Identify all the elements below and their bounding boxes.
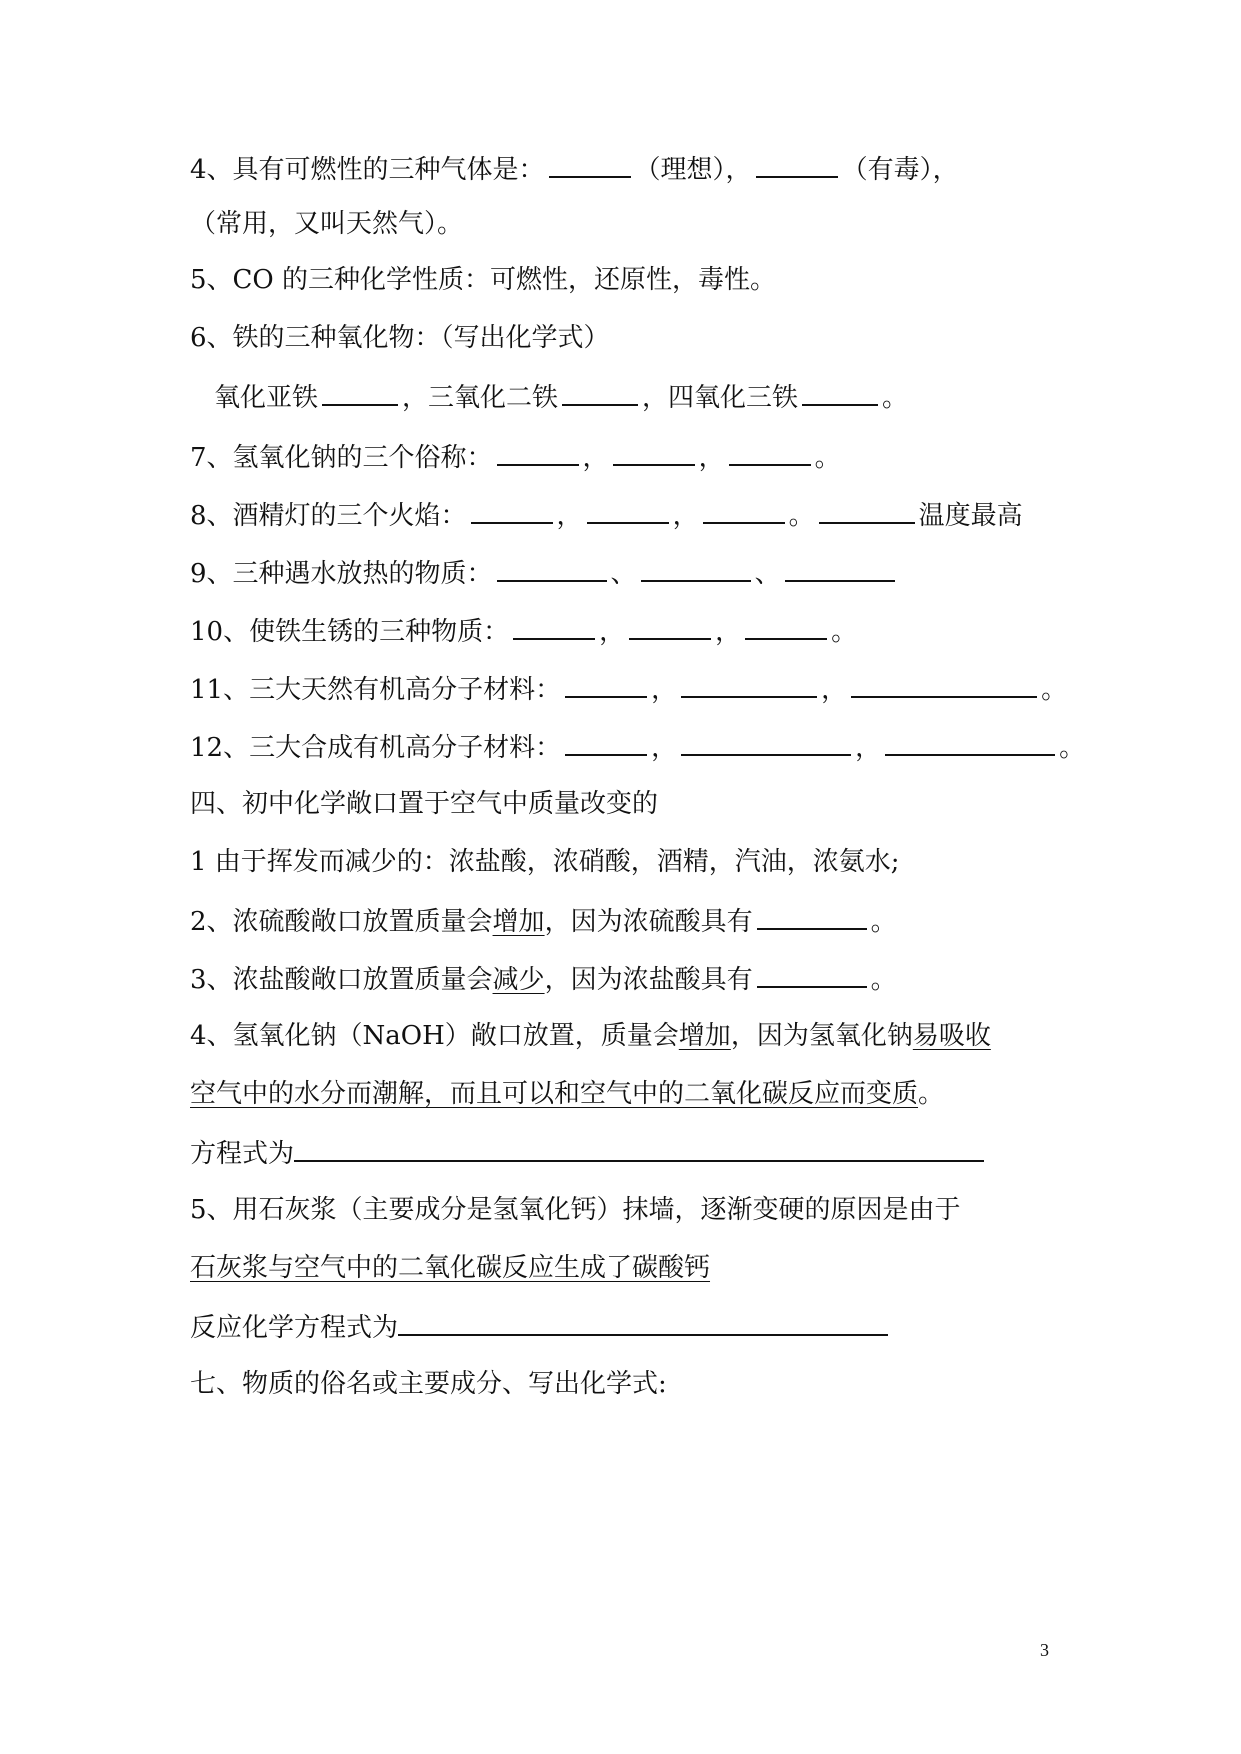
blank-field[interactable] [756,150,838,178]
page-number: 3 [1040,1640,1049,1660]
text: 、 [754,559,781,589]
text: 3、浓盐酸敞口放置质量会 [190,965,493,995]
blank-field[interactable] [497,554,607,582]
blank-field[interactable] [681,670,817,698]
text: ，四氧化三铁 [642,383,799,413]
text: 。 [831,617,858,647]
line-equation-1 [190,1134,988,1172]
text: 12、三大合成有机高分子材料： [190,733,562,763]
blank-field[interactable] [294,1134,984,1162]
text: ， [556,501,583,531]
blank-field[interactable] [497,438,579,466]
text: 。 [870,965,897,995]
text: ， [855,733,882,763]
underlined-text: 空气中的水分而潮解，而且可以和空气中的二氧化碳反应而变质 [190,1079,919,1109]
text: 。 [1041,675,1068,705]
blank-field[interactable] [785,554,895,582]
line-lamp-flames [190,496,1023,534]
line-naoh-names [190,438,841,476]
line-iron-oxide-names [214,378,908,416]
text: 11、三大天然有机高分子材料： [190,675,562,705]
blank-field[interactable] [513,612,595,640]
blank-field[interactable] [587,496,669,524]
text: （理想）， [634,155,752,185]
text: ， [672,501,699,531]
blank-field[interactable] [549,150,631,178]
underlined-text: 易吸收 [912,1021,991,1051]
text: 反应化学方程式为 [190,1313,399,1343]
text: 温度最高 [918,501,1023,531]
text: （有毒）， [841,155,959,185]
blank-field[interactable] [885,728,1055,756]
text: 2、浓硫酸敞口放置质量会 [190,907,493,937]
blank-field[interactable] [629,612,711,640]
text: 。 [814,443,841,473]
line-synthetic-polymers [190,728,1085,766]
text: （常用，又叫天然气）。 [190,209,464,239]
blank-field[interactable] [562,378,638,406]
blank-field[interactable] [802,378,878,406]
line-lime-plaster [190,1192,961,1228]
text: 。 [1059,733,1086,763]
section-heading-common-names [190,1366,667,1402]
blank-field[interactable] [565,670,647,698]
section-heading-mass-change [190,786,658,822]
text: ， [651,675,678,705]
text: ，三氧化二铁 [402,383,559,413]
text: 、 [610,559,637,589]
underlined-text: 增加 [492,907,545,937]
line-rust-substances [190,612,857,650]
text: ，因为浓硫酸具有 [544,907,753,937]
blank-field[interactable] [322,378,398,406]
line-lime-reason [190,1250,710,1286]
text: 方程式为 [190,1139,295,1169]
text: 10、使铁生锈的三种物质： [190,617,510,647]
line-co-properties [190,262,776,298]
underlined-text: 增加 [678,1021,731,1051]
text: ， [698,443,725,473]
text: ， [599,617,626,647]
text: ，因为浓盐酸具有 [544,965,753,995]
text: 5、用石灰浆（主要成分是氢氧化钙）抹墙，逐渐变硬的原因是由于 [190,1195,961,1225]
text: ，因为氢氧化钠 [730,1021,913,1051]
blank-field[interactable] [745,612,827,640]
blank-field[interactable] [729,438,811,466]
text: 。 [918,1079,945,1109]
line-exothermic-substances [190,554,899,592]
line-hydrochloric-acid [190,960,897,998]
text: 5、CO 的三种化学性质：可燃性，还原性，毒性。 [190,265,777,295]
blank-field[interactable] [757,902,867,930]
line-iron-oxides [190,320,610,356]
text: 7、氢氧化钠的三个俗称： [190,443,493,473]
line-equation-2 [190,1308,892,1346]
text: 氧化亚铁 [214,383,319,413]
blank-field[interactable] [398,1308,888,1336]
text: 6、铁的三种氧化物：（写出化学式） [190,323,610,353]
blank-field[interactable] [819,496,915,524]
line-natural-gas [190,206,463,242]
underlined-text: 石灰浆与空气中的二氧化碳反应生成了碳酸钙 [190,1253,711,1283]
blank-field[interactable] [681,728,851,756]
underlined-text: 减少 [492,965,545,995]
text: 。 [870,907,897,937]
text: ， [715,617,742,647]
blank-field[interactable] [613,438,695,466]
blank-field[interactable] [471,496,553,524]
text: 9、三种遇水放热的物质： [190,559,493,589]
line-naoh-explanation [190,1076,944,1112]
blank-field[interactable] [757,960,867,988]
blank-field[interactable] [703,496,785,524]
text: 。 [788,501,815,531]
text: 七、物质的俗名或主要成分、写出化学式: [190,1369,667,1399]
blank-field[interactable] [641,554,751,582]
text: 。 [882,383,909,413]
line-naoh-exposure [190,1018,991,1054]
text: 4、具有可燃性的三种气体是： [190,155,545,185]
text: 1 由于挥发而减少的：浓盐酸，浓硝酸，酒精，汽油，浓氨水; [190,847,900,877]
line-flammable-gases [190,150,959,188]
line-sulfuric-acid [190,902,897,940]
line-natural-polymers [190,670,1067,708]
text: 4、氢氧化钠（NaOH）敞口放置，质量会 [190,1021,679,1051]
text: ， [651,733,678,763]
text: 四、初中化学敞口置于空气中质量改变的 [190,789,659,819]
blank-field[interactable] [565,728,647,756]
text: ， [821,675,848,705]
text: ， [582,443,609,473]
text: 8、酒精灯的三个火焰： [190,501,467,531]
blank-field[interactable] [851,670,1037,698]
line-volatile-substances [190,844,900,880]
